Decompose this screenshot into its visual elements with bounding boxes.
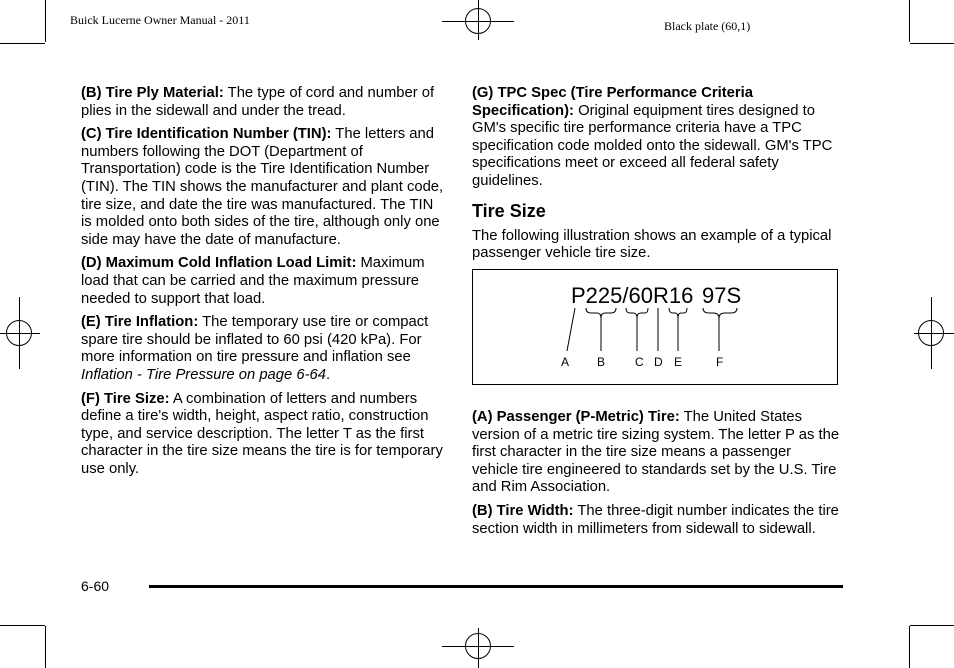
- section-heading: Tire Size: [472, 200, 546, 221]
- figure-intro: The following illustration shows an example of a typical passenger vehicle tire size.: [472, 227, 832, 262]
- tire-size-code: P225/60R16: [571, 283, 694, 308]
- paragraph-tire-ply: (B) Tire Ply Material: The type of cord and number of plies in the sidewall and under the tread.: [81, 85, 435, 119]
- left-column: [81, 85, 445, 484]
- crop-mark: [45, 0, 46, 42]
- cross-reference-link[interactable]: Inflation - Tire Pressure on page 6-64: [81, 366, 326, 383]
- label-e: E: [674, 355, 683, 369]
- right-column: [472, 85, 840, 269]
- label-d: D: [654, 355, 663, 369]
- callout-brace-f: [703, 308, 737, 318]
- paragraph-tin: (C) Tire Identification Number (TIN): The letters and numbers following the DOT (Department of Transportation) code is the Tire Identification Number (TIN). The TIN shows the manufacturer and plant code, tire size, and date the tire was manufactured. The TIN is molded onto both sides of the tire, although only one side may have the date of manufacture.: [81, 126, 444, 248]
- callout-brace-b: [586, 308, 616, 318]
- page-number: 6-60: [81, 578, 110, 594]
- callout-brace-e: [669, 308, 687, 318]
- label-c: C: [635, 355, 644, 369]
- crop-mark: [910, 625, 954, 626]
- label-a: A: [561, 355, 570, 369]
- paragraph-tire-width: (B) Tire Width: The three-digit number indicates the tire section width in millimeters from sidewall to sidewall.: [472, 502, 839, 537]
- callout-brace-c: [626, 308, 648, 318]
- crop-mark: [45, 626, 46, 668]
- tire-size-figure: [472, 269, 838, 385]
- crop-mark: [909, 0, 910, 42]
- paragraph-tpc-spec: (G) TPC Spec (Tire Performance Criteria Specification): Original equipment tires designed to GM's specific tire performance criteria have a TPC specification code molded onto the sidewall. GM's TPC specifications meet or exceed all federal safety guidelines.: [472, 85, 833, 189]
- crop-mark: [909, 626, 910, 668]
- crop-mark: [0, 43, 45, 44]
- crop-mark: [0, 625, 45, 626]
- footer-rule: [149, 585, 843, 588]
- crop-mark: [910, 43, 954, 44]
- callout-line-a: [567, 308, 575, 351]
- label-f: F: [716, 355, 724, 369]
- right-column-lower: [472, 409, 840, 544]
- label-b: B: [597, 355, 606, 369]
- paragraph-tire-size-def: (F) Tire Size: A combination of letters and numbers define a tire's width, height, aspect ratio, construction type, and service description. The letter T as the first character in the tire size means the tire is for temporary use only.: [81, 390, 443, 477]
- service-description: 97S: [702, 283, 742, 308]
- plate-label: Black plate (60,1): [664, 19, 751, 33]
- paragraph-tire-inflation: (E) Tire Inflation: The temporary use tire or compact spare tire should be inflated to 60 psi (420 kPa). For more information on tire pressure and inflation see Inflation - Tire Pressure on page 6-64.: [81, 314, 429, 383]
- paragraph-max-load: (D) Maximum Cold Inflation Load Limit: Maximum load that can be carried and the maximum pressure needed to support that load.: [81, 255, 425, 307]
- running-header: Buick Lucerne Owner Manual - 2011: [70, 13, 250, 27]
- paragraph-passenger-tire: (A) Passenger (P-Metric) Tire: The United States version of a metric tire sizing system. The letter P as the first character in the tire size means a passenger vehicle tire engineered to standards set by the U.S. Tire and Rim Association.: [472, 409, 840, 496]
